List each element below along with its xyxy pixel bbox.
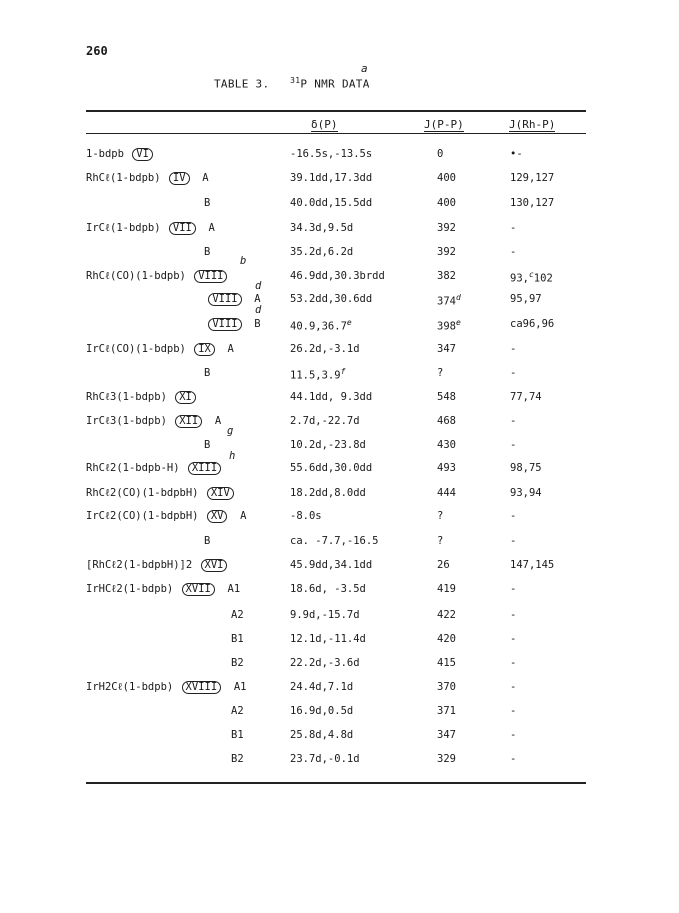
jpp-value: ?	[437, 535, 444, 547]
table-row	[0, 487, 679, 505]
isomer-label: A1	[227, 583, 241, 595]
jrhp-cell	[510, 510, 516, 522]
jrhp-value: -	[510, 367, 517, 379]
jrhp-cell	[510, 439, 516, 451]
compound-formula: RhCℓ3(1-bdpb)	[86, 391, 167, 403]
isomer-label: A2	[231, 705, 244, 717]
shift-value: 53.2dd,30.6dd	[290, 293, 373, 305]
jrhp-value-rest: 102	[533, 272, 553, 285]
table-row	[0, 510, 679, 528]
jrhp-value: -	[510, 535, 517, 547]
jrhp-value: 93,94	[510, 487, 542, 499]
compound-formula: IrCℓ(CO)(1-bdpb)	[86, 343, 186, 355]
shift-cell	[290, 148, 372, 160]
jpp-cell	[437, 583, 456, 595]
compound-cell	[200, 293, 261, 306]
shift-value: 46.9dd,30.3brdd	[290, 270, 385, 282]
jrhp-value: -	[510, 222, 517, 234]
isomer-label: B2	[231, 657, 244, 669]
compound-cell	[86, 172, 209, 185]
jrhp-cell	[510, 391, 542, 403]
jrhp-cell	[510, 415, 516, 427]
jrhp-cell	[510, 583, 516, 595]
jpp-value: 400	[437, 172, 456, 184]
shift-cell	[290, 657, 360, 669]
jpp-value: 0	[437, 148, 444, 160]
shift-cell	[290, 439, 366, 451]
shift-value: 40.0dd,15.5dd	[290, 197, 373, 209]
compound-formula: RhCℓ2(CO)(1-bdpbH)	[86, 487, 199, 499]
jrhp-cell	[510, 729, 516, 741]
isomer-label: A	[202, 172, 209, 184]
jpp-value: 400	[437, 197, 456, 209]
table-row	[0, 293, 679, 311]
shift-value: 24.4d,7.1d	[290, 681, 354, 693]
table-row	[0, 535, 679, 553]
jrhp-value: ca96,96	[510, 318, 555, 330]
bottom-rule	[86, 782, 586, 784]
compound-number: IX	[194, 343, 215, 356]
compound-cell	[86, 487, 234, 500]
jpp-cell	[437, 609, 456, 621]
shift-cell	[290, 318, 352, 333]
jpp-value: 392	[437, 246, 456, 258]
table-row	[0, 609, 679, 627]
table-row	[0, 753, 679, 771]
compound-number: XV	[207, 510, 228, 523]
shift-value: 34.3d,9.5d	[290, 222, 354, 234]
table-row	[0, 172, 679, 190]
compound-number: VI	[132, 148, 153, 161]
jrhp-value: 129,127	[510, 172, 555, 184]
shift-cell	[290, 270, 385, 282]
jpp-cell	[437, 657, 456, 669]
jpp-cell	[437, 222, 456, 234]
shift-cell	[290, 293, 372, 305]
isomer-label: B	[204, 246, 211, 258]
jpp-value: 347	[437, 729, 456, 741]
compound-cell	[86, 559, 227, 572]
isomer-label: A2	[231, 609, 244, 621]
jpp-value: 548	[437, 391, 456, 403]
footnote-mark: d	[255, 280, 262, 292]
jpp-value: ?	[437, 367, 444, 379]
compound-cell	[86, 343, 234, 356]
table-row	[0, 681, 679, 699]
jpp-value: 398	[437, 320, 456, 333]
table-label: TABLE 3.	[214, 77, 270, 91]
compound-formula: [RhCℓ2(1-bdpbH)]2	[86, 559, 193, 571]
jrhp-value: -	[510, 343, 517, 355]
compound-number: VII	[169, 222, 196, 235]
table-row	[0, 657, 679, 675]
jrhp-value: 147,145	[510, 559, 555, 571]
jpp-value: 382	[437, 270, 456, 282]
compound-cell	[86, 270, 227, 283]
table-row	[0, 462, 679, 480]
jrhp-cell	[510, 293, 542, 305]
shift-cell	[290, 343, 360, 355]
table-title	[214, 76, 370, 91]
shift-value: 35.2d,6.2d	[290, 246, 354, 258]
shift-cell	[290, 583, 366, 595]
compound-number: XVI	[201, 559, 228, 572]
jrhp-value: -	[510, 439, 517, 451]
jpp-value: 468	[437, 415, 456, 427]
shift-value: 18.2dd,8.0dd	[290, 487, 366, 499]
shift-cell	[290, 246, 353, 258]
header-jrhp: J(Rh-P)	[509, 118, 556, 131]
isomer-label: B	[204, 535, 211, 547]
jrhp-cell	[510, 172, 554, 184]
compound-formula: IrH2Cℓ(1-bdpb)	[86, 681, 174, 693]
page-number: 260	[86, 44, 108, 58]
jrhp-value: -	[510, 609, 517, 621]
compound-formula: IrHCℓ2(1-bdpb)	[86, 583, 174, 595]
table-row	[0, 559, 679, 577]
shift-cell	[290, 681, 353, 693]
header-shift: δ(P)	[311, 118, 338, 131]
jpp-cell	[437, 510, 443, 522]
jpp-cell	[437, 293, 461, 308]
shift-value: 9.9d,-15.7d	[290, 609, 360, 621]
jpp-cell	[437, 148, 443, 160]
isotope-superscript: 31	[290, 76, 301, 85]
compound-cell	[86, 510, 246, 523]
shift-cell	[290, 559, 372, 571]
jpp-cell	[437, 633, 456, 645]
compound-number: XII	[175, 415, 202, 428]
compound-number: VIII	[194, 270, 227, 283]
shift-value: 11.5,3.9	[290, 369, 341, 382]
jrhp-cell	[510, 705, 516, 717]
jrhp-cell	[510, 318, 554, 330]
jrhp-value: -	[510, 729, 517, 741]
jrhp-value: 93,	[510, 272, 529, 285]
jrhp-cell	[510, 633, 516, 645]
compound-formula: RhCℓ(1-bdpb)	[86, 172, 161, 184]
shift-cell	[290, 415, 360, 427]
compound-formula: IrCℓ2(CO)(1-bdpbH)	[86, 510, 199, 522]
jrhp-value: -	[510, 583, 517, 595]
isomer-label: B	[204, 367, 211, 379]
compound-cell	[86, 391, 196, 404]
jpp-value: 392	[437, 222, 456, 234]
compound-number: XIII	[188, 462, 221, 475]
jpp-cell	[437, 197, 456, 209]
jpp-value: 415	[437, 657, 456, 669]
jrhp-cell	[510, 222, 516, 234]
jrhp-value: 130,127	[510, 197, 555, 209]
shift-value: -16.5s,-13.5s	[290, 148, 373, 160]
jpp-value: 419	[437, 583, 456, 595]
compound-cell	[86, 415, 221, 428]
compound-formula: IrCℓ(1-bdpb)	[86, 222, 161, 234]
compound-cell	[86, 681, 246, 694]
table-row	[0, 222, 679, 240]
jpp-cell	[437, 270, 456, 282]
shift-value: 55.6dd,30.0dd	[290, 462, 373, 474]
compound-number: VIII	[208, 318, 241, 331]
jpp-cell	[437, 462, 456, 474]
jpp-cell	[437, 729, 456, 741]
header-jpp: J(P-P)	[424, 118, 464, 131]
shift-value: 45.9dd,34.1dd	[290, 559, 373, 571]
table-row	[0, 343, 679, 361]
compound-formula: RhCℓ(CO)(1-bdpb)	[86, 270, 186, 282]
jrhp-value: •-	[510, 148, 523, 160]
jpp-cell	[437, 681, 456, 693]
jpp-value: ?	[437, 510, 444, 522]
jrhp-cell	[510, 367, 516, 379]
jpp-cell	[437, 367, 443, 379]
shift-cell	[290, 753, 360, 765]
footnote-mark: c	[528, 270, 534, 279]
jpp-value: 347	[437, 343, 456, 355]
shift-value: 26.2d,-3.1d	[290, 343, 360, 355]
jpp-cell	[437, 172, 456, 184]
shift-value: 44.1dd, 9.3dd	[290, 391, 373, 403]
shift-cell	[290, 172, 372, 184]
jpp-value: 370	[437, 681, 456, 693]
shift-value: 40.9,36.7	[290, 320, 347, 333]
footnote-mark: b	[240, 255, 247, 267]
compound-number: XI	[175, 391, 196, 404]
jrhp-value: -	[510, 705, 517, 717]
jpp-value: 422	[437, 609, 456, 621]
shift-cell	[290, 367, 345, 382]
jpp-cell	[437, 318, 461, 333]
table-row	[0, 705, 679, 723]
compound-number: IV	[169, 172, 190, 185]
title-footnote-mark: a	[361, 62, 368, 75]
shift-value: ca. -7.7,-16.5	[290, 535, 379, 547]
shift-value: 25.8d,4.8d	[290, 729, 354, 741]
isomer-label: B	[204, 197, 211, 209]
compound-number: VIII	[208, 293, 241, 306]
shift-value: 16.9d,0.5d	[290, 705, 354, 717]
jrhp-cell	[510, 681, 516, 693]
jpp-cell	[437, 246, 456, 258]
shift-cell	[290, 705, 353, 717]
table-row	[0, 148, 679, 166]
footnote-mark: e	[455, 318, 461, 327]
compound-formula: RhCℓ2(1-bdpb-H)	[86, 462, 180, 474]
shift-value: 22.2d,-3.6d	[290, 657, 360, 669]
jpp-cell	[437, 343, 456, 355]
compound-cell	[86, 148, 153, 161]
isomer-label: B2	[231, 753, 244, 765]
shift-cell	[290, 535, 379, 547]
jrhp-cell	[510, 197, 554, 209]
jrhp-cell	[510, 559, 554, 571]
table-row	[0, 270, 679, 288]
shift-value: 23.7d,-0.1d	[290, 753, 360, 765]
jpp-value: 493	[437, 462, 456, 474]
jrhp-value: -	[510, 681, 517, 693]
table-row	[0, 318, 679, 336]
jrhp-value: -	[510, 510, 517, 522]
isomer-label: A1	[233, 681, 247, 693]
isomer-label: A	[227, 343, 234, 355]
jpp-value: 444	[437, 487, 456, 499]
compound-cell	[86, 583, 240, 596]
jpp-cell	[437, 487, 456, 499]
compound-number: XVII	[182, 583, 215, 596]
jrhp-value: -	[510, 753, 517, 765]
table-row	[0, 367, 679, 385]
isomer-label: A	[208, 222, 215, 234]
footnote-mark: d	[255, 304, 262, 316]
jrhp-value: -	[510, 657, 517, 669]
footnote-mark: g	[227, 425, 234, 437]
isomer-label: B	[254, 318, 261, 330]
jrhp-cell	[510, 148, 523, 160]
jrhp-cell	[510, 462, 542, 474]
table-row	[0, 729, 679, 747]
jrhp-cell	[510, 753, 516, 765]
jrhp-value: 77,74	[510, 391, 542, 403]
jpp-cell	[437, 753, 456, 765]
jpp-cell	[437, 415, 456, 427]
compound-number: XIV	[207, 487, 234, 500]
isomer-label: A	[214, 415, 222, 427]
compound-cell	[86, 462, 221, 475]
shift-value: 2.7d,-22.7d	[290, 415, 360, 427]
compound-cell	[200, 318, 261, 331]
shift-cell	[290, 510, 322, 522]
jpp-value: 374	[437, 295, 456, 308]
compound-number: XVIII	[182, 681, 222, 694]
shift-cell	[290, 222, 353, 234]
shift-cell	[290, 487, 366, 499]
shift-cell	[290, 609, 360, 621]
compound-formula: IrCℓ3(1-bdpb)	[86, 415, 167, 427]
shift-cell	[290, 633, 366, 645]
jpp-cell	[437, 439, 456, 451]
jrhp-cell	[510, 609, 516, 621]
shift-cell	[290, 729, 353, 741]
shift-value: 39.1dd,17.3dd	[290, 172, 373, 184]
shift-value: 10.2d,-23.8d	[290, 439, 366, 451]
table-row	[0, 246, 679, 264]
shift-value: -8.0s	[290, 510, 322, 522]
jrhp-value: -	[510, 415, 517, 427]
header-rule	[86, 133, 586, 134]
shift-cell	[290, 391, 372, 403]
shift-cell	[290, 197, 372, 209]
table-row	[0, 415, 679, 433]
isomer-label: B	[204, 439, 211, 451]
table-row	[0, 439, 679, 457]
compound-formula: 1-bdpb	[86, 148, 124, 160]
jrhp-value: -	[510, 633, 517, 645]
table-row	[0, 583, 679, 601]
isomer-label: A	[240, 510, 247, 522]
jrhp-cell	[510, 657, 516, 669]
shift-value: 12.1d,-11.4d	[290, 633, 366, 645]
isomer-label: B1	[231, 729, 244, 741]
jpp-value: 430	[437, 439, 456, 451]
jrhp-cell	[510, 246, 516, 258]
jpp-value: 420	[437, 633, 456, 645]
jrhp-value: 98,75	[510, 462, 542, 474]
shift-cell	[290, 462, 372, 474]
jrhp-cell	[510, 343, 516, 355]
table-title-text: P NMR DATA	[300, 77, 370, 91]
jrhp-cell	[510, 535, 516, 547]
footnote-mark: h	[229, 450, 236, 462]
shift-value: 18.6d, -3.5d	[290, 583, 366, 595]
jrhp-value: -	[510, 246, 517, 258]
compound-cell	[86, 222, 215, 235]
top-rule	[86, 110, 586, 112]
isomer-label: B1	[231, 633, 244, 645]
jrhp-value: 95,97	[510, 293, 542, 305]
jpp-cell	[437, 559, 450, 571]
jpp-value: 26	[437, 559, 450, 571]
jrhp-cell	[510, 487, 542, 499]
jrhp-cell	[510, 270, 553, 285]
jpp-cell	[437, 705, 456, 717]
jpp-value: 371	[437, 705, 456, 717]
jpp-cell	[437, 391, 456, 403]
footnote-mark: d	[455, 293, 461, 302]
footnote-mark: e	[346, 318, 352, 327]
isomer-label: A	[254, 293, 261, 305]
table-row	[0, 197, 679, 215]
jpp-cell	[437, 535, 443, 547]
table-row	[0, 633, 679, 651]
jpp-value: 329	[437, 753, 456, 765]
table-row	[0, 391, 679, 409]
footnote-mark: f	[340, 367, 346, 376]
